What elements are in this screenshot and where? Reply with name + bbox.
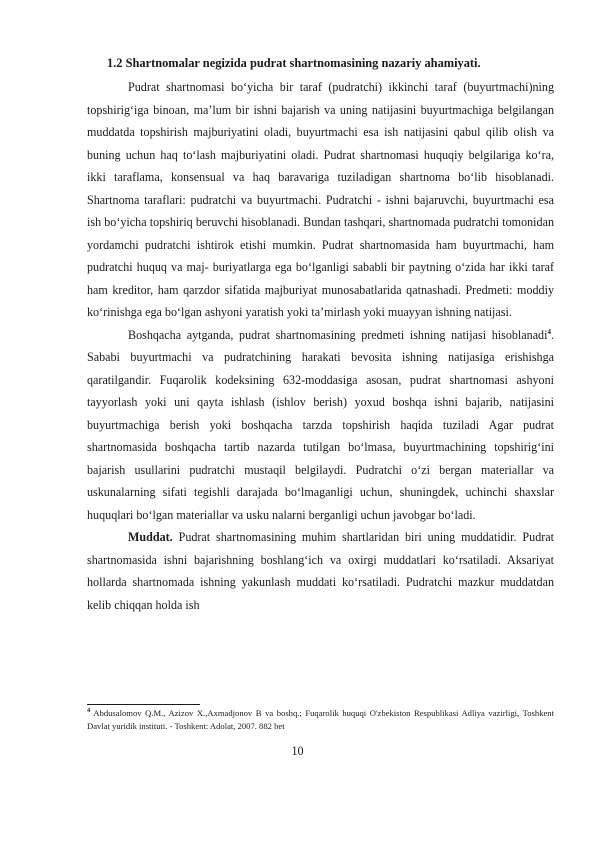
paragraph-subject-text-end: . Sababi buyurtmachi va pudratchining harakati bevosita ishning natijasiga erishishga qaratilgandir. Fuqarolik kodeksining 632-moddasiga asosan, pudrat shartnomasi ashyoni tayyorlash yoki uni qayta ishlash (ishlov berish) yoxud boshqa ishni bajarib, natijasini buyurtmachiga berish yoki boshqacha tarzda topshirish haqida tuziladi Agar pudrat shartnomasida boshqacha tartib nazarda tutilgan bo‘lmasa, buyurtmachining topshirig‘ini bajarish usullarini pudratchi mustaqil belgilaydi. Pudratchi o‘zi bergan materiallar va uskunalarning sifati tegishli darajada bo‘lmaganligi uchun, shuningdek, uchinchi shaxslar huquqlari bo‘lgan materiallar va usku nalarni berganligi uchun javobgar bo‘ladi. (87, 327, 554, 522)
paragraph-term-text: Pudrat shartnomasining muhim shartlaridan biri uning muddatidir. Pudrat shartnomasida ishni bajarishning boshlang‘ich va oxirgi muddatlari ko‘rsatiladi. Aksariyat hollarda shartnomada ishning yakunlash muddati ko‘rsatiladi. Pudratchi mazkur muddatdan kelib chiqqan holda ish (87, 530, 554, 612)
paragraph-definition: Pudrat shartnomasi bo‘yicha bir taraf (pudratchi) ikkinchi taraf (buyurtmachi)ning topshirig‘iga binoan, ma’lum bir ishni bajarish va uning natijasini buyurtmachiga belgilangan muddatda topshirish majburiyatini oladi, buyurtmachi esa ish natijasini qabul qilib olish va buning uchun haq to‘lash majburiyatini oladi. Pudrat shartnomasi huquqiy belgilariga ko‘ra, ikki taraflama, konsensual va haq baravariga tuziladigan shartnoma bo‘lib hisoblanadi. Shartnoma taraflari: pudratchi va buyurtmachi. Pudratchi - ishni bajaruvchi, buyurtmachi esa ish bo‘yicha topshiriq beruvchi hisoblanadi. Bundan tashqari, shartnomada pudratchi tomonidan yordamchi pudratchi ishtirok etishi mumkin. Pudrat shartnomasida ham buyurtmachi, ham pudratchi huquq va maj- buriyatlarga ega bo‘lganligi sababli bir paytning o‘zida har ikki taraf ham kreditor, ham qarzdor sifatida majburiyat munosabatlarida qatnashadi. Predmeti: moddiy ko‘rinishga ega bo‘lgan ashyoni yaratish yoki ta’mirlash yoki muayyan ishning natijasi. (87, 80, 554, 319)
paragraph-subject-text-start: Boshqacha aytganda, pudrat shartnomasining predmeti ishning natijasi hisoblanadi (128, 327, 548, 342)
page-body (87, 54, 554, 616)
term-label: Muddat. (128, 530, 173, 544)
section-heading: 1.2 Shartnomalar negizida pudrat shartnomasining nazariy ahamiyati. (107, 56, 481, 70)
page-number: 10 (291, 744, 304, 758)
footnote-divider (87, 704, 200, 705)
footnote-number: 4 (87, 707, 91, 715)
paragraph-subject (87, 324, 554, 527)
footnote-text: Abdusalomov Q.M., Azizov X.,Axmadjonov B va boshq.; Fuqarolik huquqi O'zbekiston Respublikasi Adliya vazirligi, Toshkent Davlat yuridik instituti. - Toshkent: Adolat, 2007. 882 bet (87, 708, 554, 732)
paragraph-term (87, 526, 554, 616)
footnote-reference[interactable]: 4 (547, 327, 551, 336)
footnote (87, 707, 554, 733)
